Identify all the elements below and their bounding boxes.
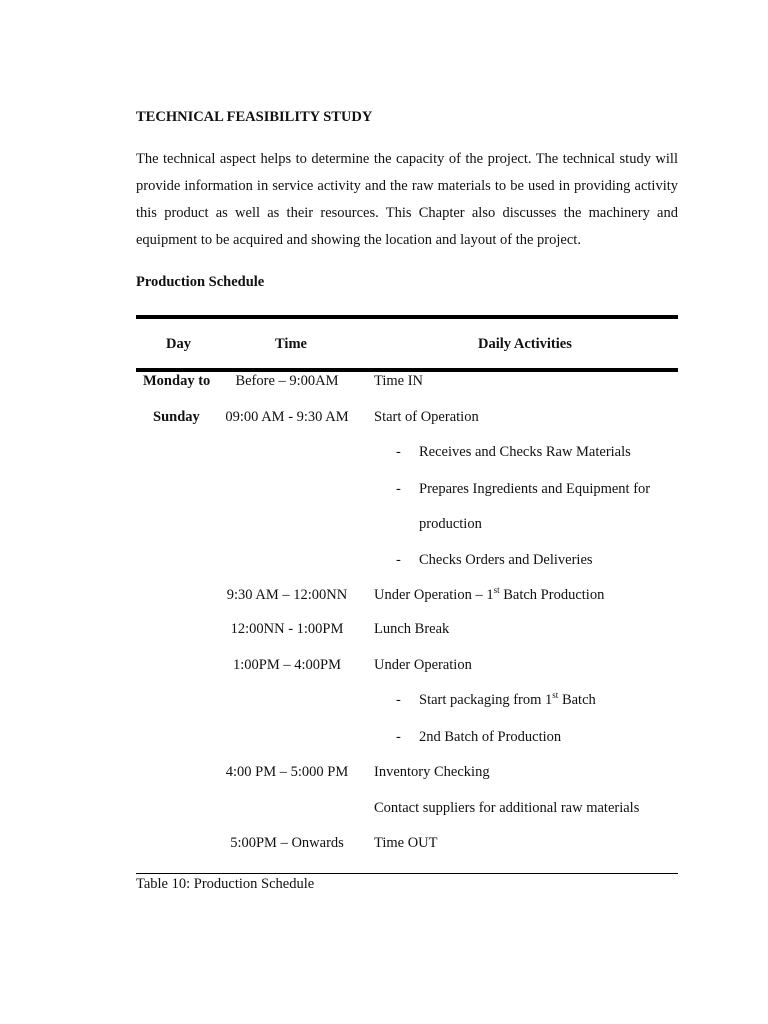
sub-activity: Checks Orders and Deliveries: [419, 552, 593, 568]
bullet-dash: -: [396, 481, 401, 497]
time-cell: Before – 9:00AM: [235, 373, 339, 389]
document-heading: TECHNICAL FEASIBILITY STUDY: [136, 109, 373, 125]
time-cell: 9:30 AM – 12:00NN: [226, 587, 348, 603]
day-label-line1: Monday to: [143, 373, 211, 389]
activity-cell: Contact suppliers for additional raw materials: [374, 800, 640, 816]
time-cell: 4:00 PM – 5:000 PM: [225, 764, 349, 780]
activity-text: Start packaging from 1: [419, 692, 553, 708]
bullet-dash: -: [396, 729, 401, 745]
activity-cell: Inventory Checking: [374, 764, 490, 780]
activity-cell: Start of Operation: [374, 409, 479, 425]
activity-text: Batch Production: [499, 587, 605, 603]
activity-cell: Lunch Break: [374, 621, 450, 637]
table-top-rule: [136, 315, 678, 319]
bullet-dash: -: [396, 444, 401, 460]
bullet-dash: -: [396, 692, 401, 708]
header-time: Time: [275, 336, 307, 352]
time-cell: 12:00NN - 1:00PM: [230, 621, 344, 637]
ordinal-suffix: st: [552, 690, 559, 701]
time-cell: 09:00 AM - 9:30 AM: [225, 409, 349, 425]
bullet-dash: -: [396, 552, 401, 568]
time-cell: 5:00PM – Onwards: [230, 835, 344, 851]
intro-paragraph: The technical aspect helps to determine the capacity of the project. The technical study will provide information in service activity and the raw materials to be used in providing activity this product as well as their resources. This Chapter also discusses the machinery and equipment to be acquired and showing the location and layout of the project.: [136, 151, 678, 248]
day-label-line2: Sunday: [153, 409, 200, 425]
sub-activity-continued: production: [419, 516, 482, 532]
header-daily-activities: Daily Activities: [478, 336, 572, 352]
activity-text: Batch: [558, 692, 596, 708]
header-day: Day: [166, 336, 191, 352]
section-title: Production Schedule: [136, 274, 265, 290]
sub-activity: Prepares Ingredients and Equipment for: [419, 481, 651, 497]
table-bottom-rule: [136, 873, 678, 874]
activity-cell: Under Operation: [374, 657, 472, 673]
sub-activity: 2nd Batch of Production: [419, 729, 562, 745]
time-cell: 1:00PM – 4:00PM: [233, 657, 341, 673]
activity-cell: Time IN: [374, 373, 424, 389]
ordinal-suffix: st: [493, 585, 500, 596]
table-caption: Table 10: Production Schedule: [136, 876, 315, 892]
sub-activity: [419, 692, 596, 709]
table-header-rule: [136, 368, 678, 372]
sub-activity: Receives and Checks Raw Materials: [419, 444, 631, 460]
activity-cell: [374, 587, 604, 604]
activity-text: Under Operation – 1: [374, 587, 494, 603]
activity-cell: Time OUT: [374, 835, 438, 851]
